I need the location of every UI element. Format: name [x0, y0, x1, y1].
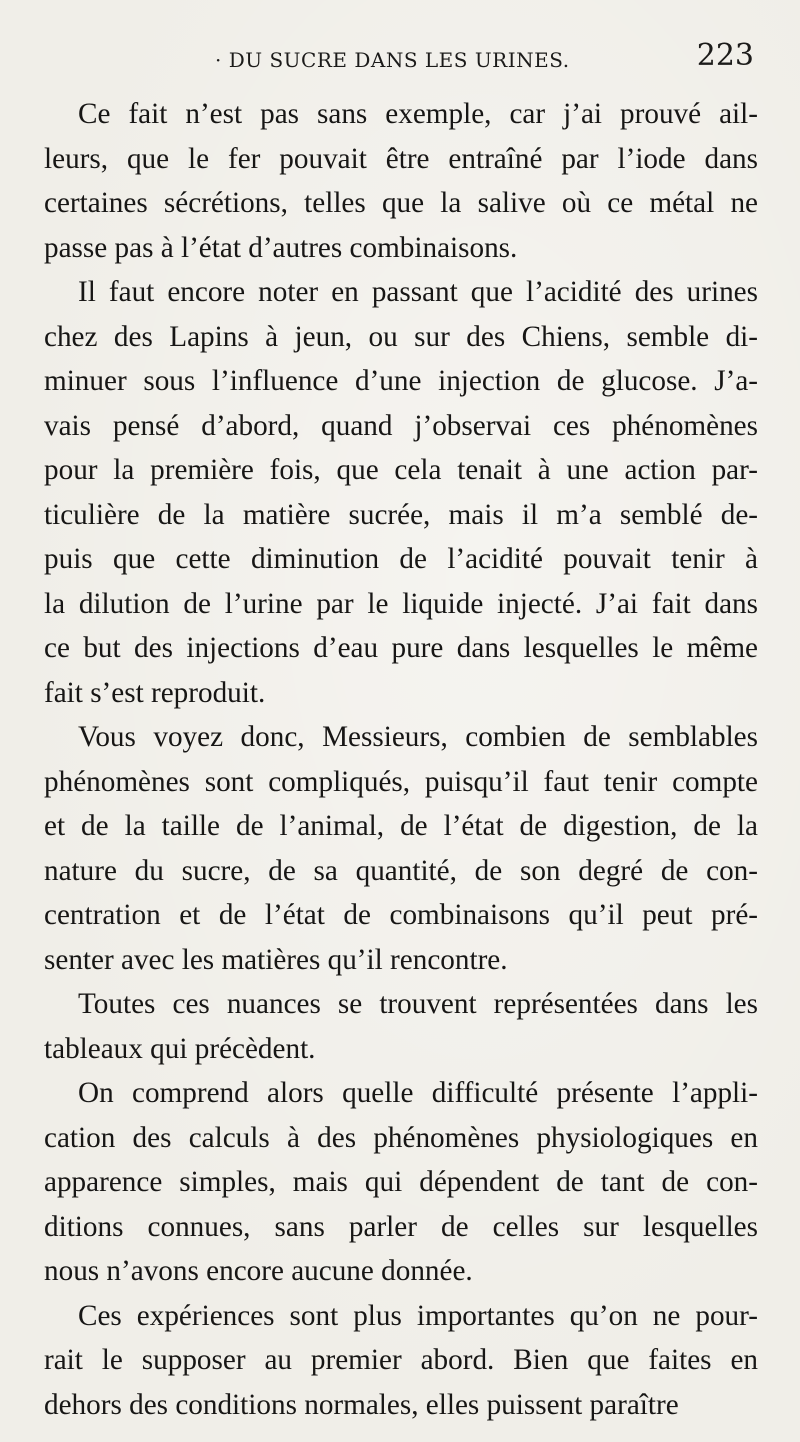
- text-line: pour la première fois, que cela tenait à une action par-: [44, 454, 758, 486]
- paragraph: [44, 982, 758, 1071]
- running-head: · DU SUCRE DANS LES URINES.: [215, 48, 570, 72]
- paragraph: [44, 92, 758, 270]
- text-line: fait s’est reproduit.: [44, 676, 266, 709]
- text-line: minuer sous l’influence d’une injection de glucose. J’a-: [44, 365, 758, 397]
- text-line: dehors des conditions normales, elles puissent paraître: [44, 1388, 679, 1421]
- text-line: tableaux qui précèdent.: [44, 1032, 316, 1065]
- paragraph: [44, 1294, 758, 1428]
- text-line: centration et de l’état de combinaisons qu’il peut pré-: [44, 899, 758, 931]
- text-line: nous n’avons encore aucune donnée.: [44, 1255, 473, 1287]
- body-text: [44, 92, 758, 1427]
- text-line: Il faut encore noter en passant que l’acidité des urines: [78, 276, 758, 308]
- paragraph: [44, 270, 758, 715]
- text-line: Ce fait n’est pas sans exemple, car j’ai prouvé ail-: [78, 98, 758, 130]
- text-line: Toutes ces nuances se trouvent représentées dans les: [78, 988, 758, 1020]
- text-line: senter avec les matières qu’il rencontre.: [44, 943, 508, 976]
- paragraph: [44, 715, 758, 982]
- text-line: On comprend alors quelle difficulté présente l’appli-: [78, 1077, 758, 1109]
- page-header: [0, 38, 800, 78]
- text-line: puis que cette diminution de l’acidité pouvait tenir à: [44, 543, 758, 575]
- text-line: phénomènes sont compliqués, puisqu’il faut tenir compte: [44, 765, 758, 798]
- text-line: passe pas à l’état d’autres combinaisons.: [44, 231, 518, 264]
- text-line: la dilution de l’urine par le liquide injecté. J’ai fait dans: [44, 587, 758, 620]
- text-line: et de la taille de l’animal, de l’état de digestion, de la: [44, 810, 758, 842]
- paragraph: [44, 1071, 758, 1294]
- text-line: apparence simples, mais qui dépendent de tant de con-: [44, 1166, 758, 1198]
- page-number: 223: [696, 38, 754, 73]
- text-line: vais pensé d’abord, quand j’observai ces phénomènes: [44, 409, 758, 442]
- text-line: ditions connues, sans parler de celles sur lesquelles: [44, 1210, 758, 1243]
- text-line: leurs, que le fer pouvait être entraîné par l’iode dans: [44, 142, 758, 175]
- text-line: ticulière de la matière sucrée, mais il m’a semblé de-: [44, 498, 758, 531]
- text-line: Ces expériences sont plus importantes qu’on ne pour-: [78, 1299, 758, 1332]
- text-line: cation des calculs à des phénomènes physiologiques en: [44, 1121, 758, 1154]
- text-line: nature du sucre, de sa quantité, de son degré de con-: [44, 854, 758, 887]
- text-line: rait le supposer au premier abord. Bien que faites en: [44, 1344, 758, 1376]
- text-line: chez des Lapins à jeun, ou sur des Chiens, semble di-: [44, 320, 758, 353]
- text-line: Vous voyez donc, Messieurs, combien de semblables: [78, 721, 758, 753]
- text-line: certaines sécrétions, telles que la salive où ce métal ne: [44, 187, 758, 219]
- text-line: ce but des injections d’eau pure dans lesquelles le même: [44, 632, 758, 664]
